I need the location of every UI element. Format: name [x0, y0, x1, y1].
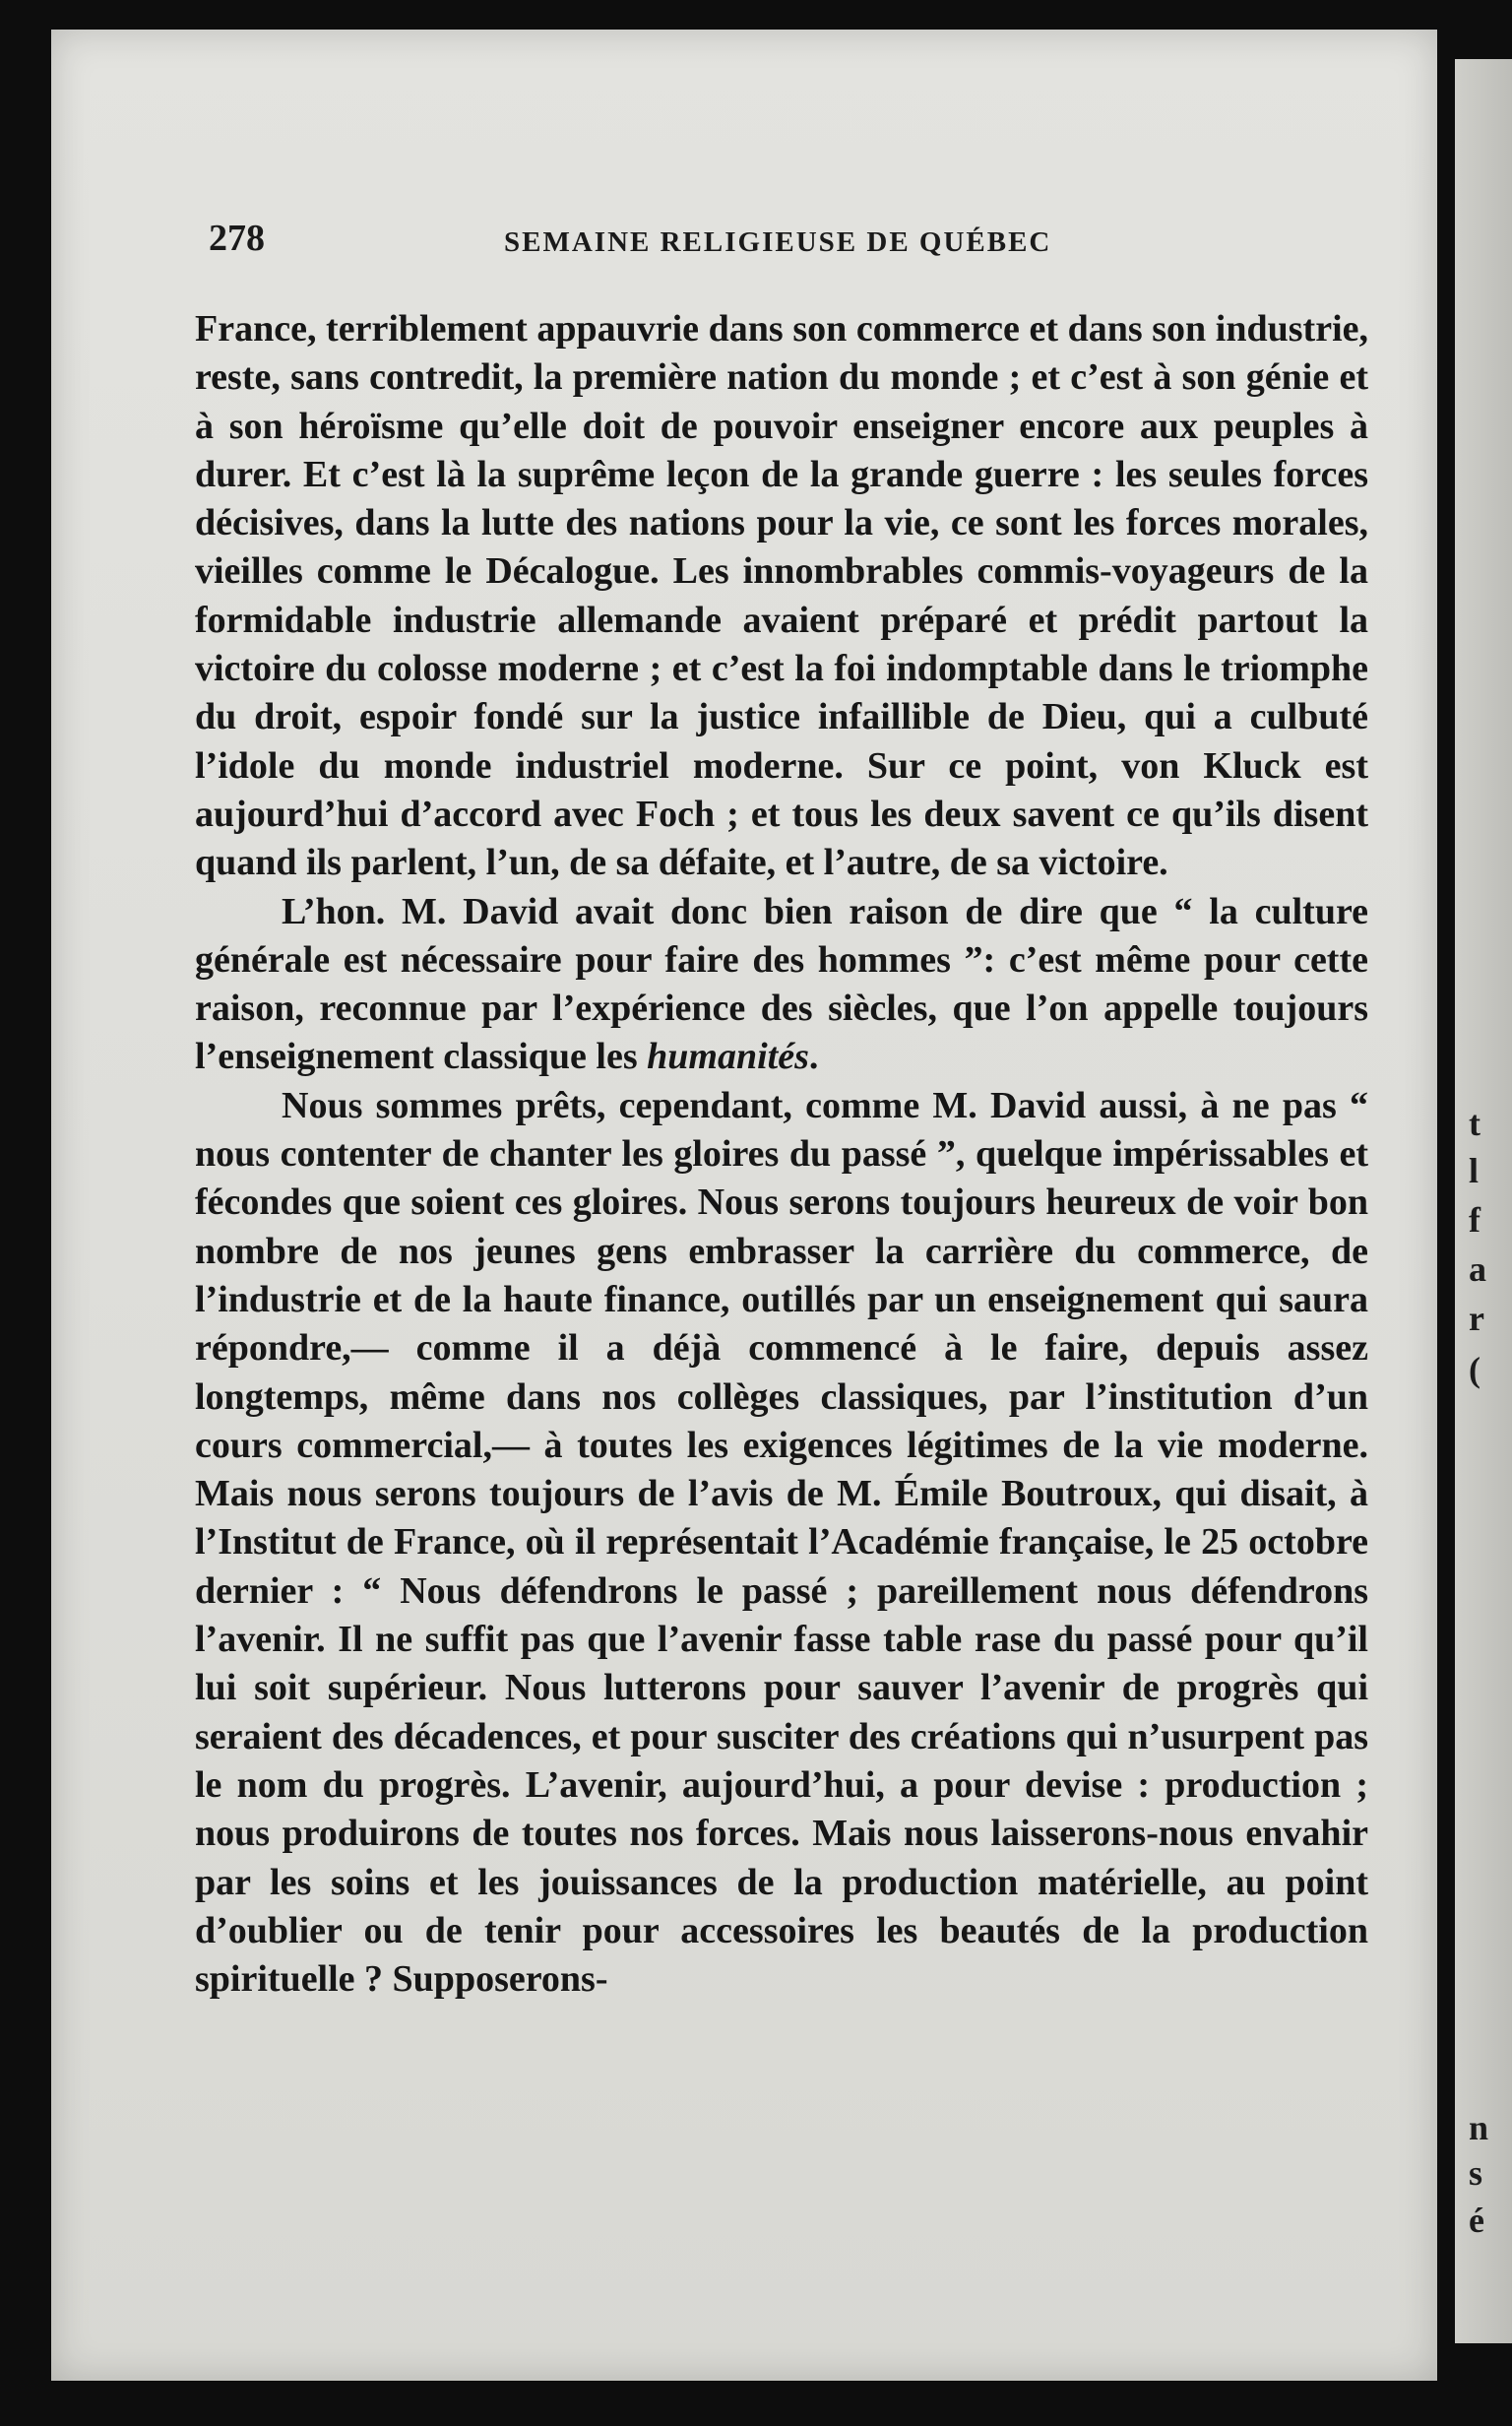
adjacent-fragment: r [1469, 1299, 1484, 1338]
running-title: SEMAINE RELIGIEUSE DE QUÉBEC [504, 226, 1052, 258]
adjacent-fragment: f [1469, 1200, 1480, 1240]
adjacent-page-edge [1455, 59, 1512, 2343]
adjacent-fragment: t [1469, 1104, 1480, 1143]
adjacent-fragment: s [1469, 2153, 1483, 2193]
adjacent-fragment: a [1469, 1249, 1486, 1289]
paragraph-1: France, terriblement appauvrie dans son commerce et dans son industrie, reste, sans contredit, la première nation du monde ; et c’est à son génie et à son héroïsme qu’elle doit de pouvoir enseigner encore aux peuples à durer. Et c’est là la suprême leçon de la grande guerre : les seules forces décisives, dans la lutte des nations pour la vie, ce sont les forces morales, vieilles comme le Décalogue. Les innombrables commis-voyageurs de la formidable industrie allemande avaient préparé et prédit partout la victoire du colosse moderne ; et c’est la foi indomptable dans le triomphe du droit, espoir fondé sur la justice infaillible de Dieu, qui a culbuté l’idole du monde industriel moderne. Sur ce point, von Kluck est aujourd’hui d’accord avec Foch ; et tous les deux savent ce qu’ils disent quand ils parlent, l’un, de sa défaite, et l’autre, de sa victoire. [195, 308, 1368, 884]
adjacent-fragment: é [1469, 2201, 1484, 2240]
body-text [195, 305, 1368, 2004]
paragraph-2-text: L’hon. M. David avait donc bien raison de dire que “ la culture générale est nécessaire pour faire des hommes ”: c’est même pour cette raison, reconnue par l’expérience des siècles, que l’on appelle toujours l’enseignement classique les [195, 890, 1368, 1078]
adjacent-fragment: l [1469, 1151, 1480, 1190]
page-header [209, 217, 1331, 266]
paragraph-2 [195, 888, 1368, 1082]
adjacent-fragment: ( [1469, 1350, 1480, 1389]
paragraph-2-end: . [808, 1036, 819, 1078]
adjacent-fragment: n [1469, 2108, 1489, 2147]
page-number: 278 [209, 218, 265, 259]
paragraph-3: Nous sommes prêts, cependant, comme M. David aussi, à ne pas “ nous contenter de chanter les gloires du passé ”, quelque impérissables et fécondes que soient ces gloires. Nous serons toujours heureux de voir bon nombre de nos jeunes gens embrasser la carrière du commerce, de l’industrie et de la haute finance, outillés par un enseignement qui saura répondre,— comme il a déjà commencé à le faire, depuis assez longtemps, même dans nos collèges classiques, par l’institution d’un cours commercial,— à toutes les exigences légitimes de la vie moderne. Mais nous serons toujours de l’avis de M. Émile Boutroux, qui disait, à l’Institut de France, où il représentait l’Académie française, le 25 octobre dernier : “ Nous défendrons le passé ; pareillement nous défendrons l’avenir. Il ne suffit pas que l’avenir fasse table rase du passé pour qu’il lui soit supérieur. Nous lutterons pour sauver l’avenir de progrès qui seraient des décadences, et pour susciter des créations qui n’usurpent pas le nom du progrès. L’avenir, aujourd’hui, a pour devise : production ; nous produirons de toutes nos forces. Mais nous laisserons-nous envahir par les soins et les jouissances de la production matérielle, au point d’oublier ou de tenir pour accessoires les beautés de la production spirituelle ? Supposerons- [195, 1084, 1368, 2001]
italic-term: humanités [647, 1036, 809, 1078]
